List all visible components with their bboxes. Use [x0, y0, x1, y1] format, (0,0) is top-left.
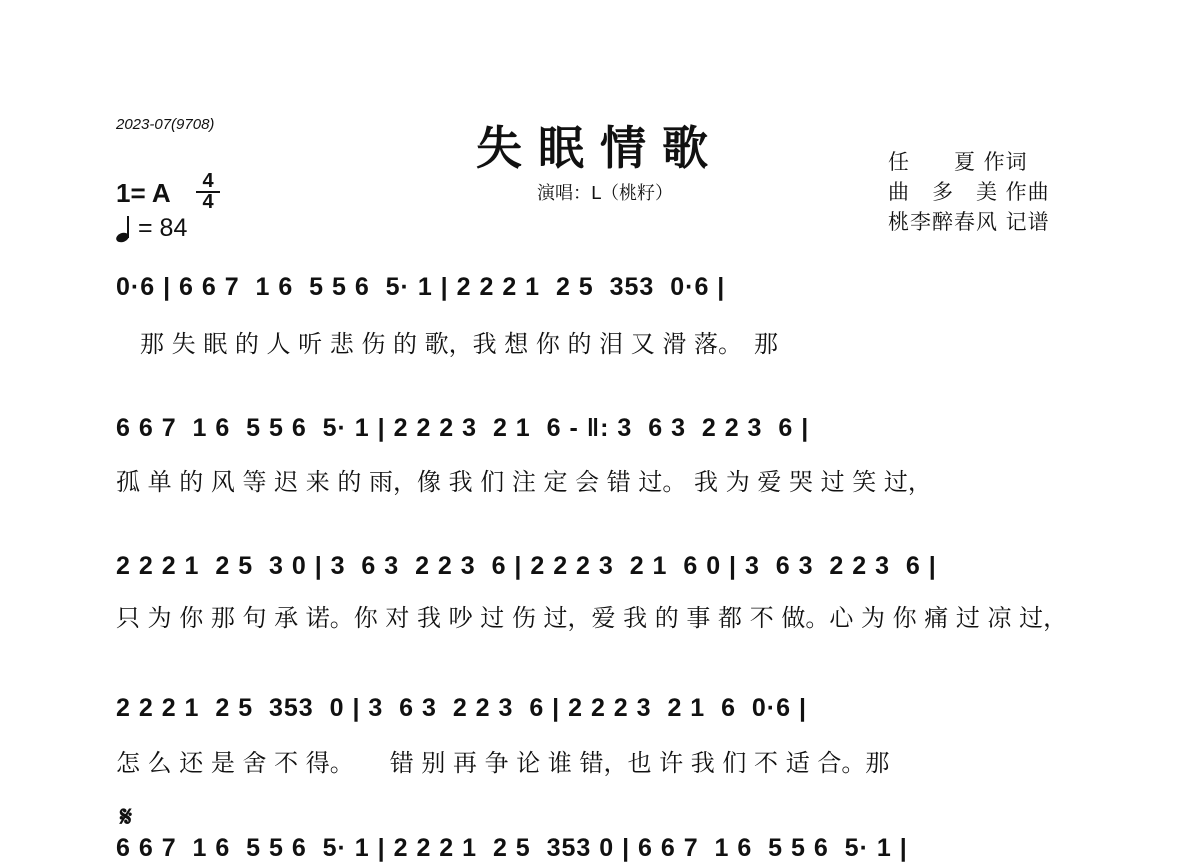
- time-signature-top: 4: [196, 172, 220, 193]
- tempo-marking: [116, 214, 187, 243]
- key-signature: 1= A: [116, 178, 171, 208]
- notation-row-3: 2 2 2 1 2 5 3 0 | 3 6 3 2 2 3 6 | 2 2 2 3 2 1 6 0 | 3 6 3 2 2 3 6 |: [116, 552, 937, 580]
- singer-credit: 演唱：L（桃籽）: [536, 183, 674, 204]
- notation-row-2: 6 6 7 1 6 5 5 6 5· 1 | 2 2 2 3 2 1 6 - ‖: 3 6 3 2 2 3 6 |: [116, 414, 810, 442]
- song-title: 失眠情歌: [476, 121, 724, 175]
- segno-icon: 𝄋: [120, 800, 133, 833]
- lyric-row-3: 只 为 你 那 句 承 诺。你 对 我 吵 过 伤 过，爱 我 的 事 都 不 做。心 为 你 痛 过 凉 过，: [116, 604, 1068, 632]
- tempo-value: = 84: [138, 214, 188, 242]
- transcriber-credit: 桃李醉春风 记谱: [888, 210, 1050, 234]
- time-signature: [196, 172, 220, 211]
- time-signature-bottom: 4: [202, 191, 214, 213]
- lyricist-credit: 任 夏 作词: [888, 150, 1028, 174]
- quarter-note-icon: [116, 216, 134, 242]
- lyric-row-1: 那 失 眠 的 人 听 悲 伤 的 歌，我 想 你 的 泪 又 滑 落。 那: [116, 330, 779, 358]
- lyric-row-2: 孤 单 的 风 等 迟 来 的 雨，像 我 们 注 定 会 错 过。 我 为 爱 哭 过 笑 过，: [116, 468, 932, 496]
- composer-credit: 曲 多 美 作曲: [888, 180, 1050, 204]
- notation-row-4: 2 2 2 1 2 5 353 0 | 3 6 3 2 2 3 6 | 2 2 2 3 2 1 6 0·6 |: [116, 694, 807, 722]
- score-code: 2023-07(9708): [116, 116, 215, 133]
- lyric-row-4: 怎 么 还 是 舍 不 得。 错 别 再 争 论 谁 错，也 许 我 们 不 适 合。那: [116, 749, 890, 777]
- notation-row-5: 6 6 7 1 6 5 5 6 5· 1 | 2 2 2 1 2 5 353 0 | 6 6 7 1 6 5 5 6 5· 1 |: [116, 834, 908, 862]
- notation-row-1: 0·6 | 6 6 7 1 6 5 5 6 5· 1 | 2 2 2 1 2 5 353 0·6 |: [116, 273, 726, 301]
